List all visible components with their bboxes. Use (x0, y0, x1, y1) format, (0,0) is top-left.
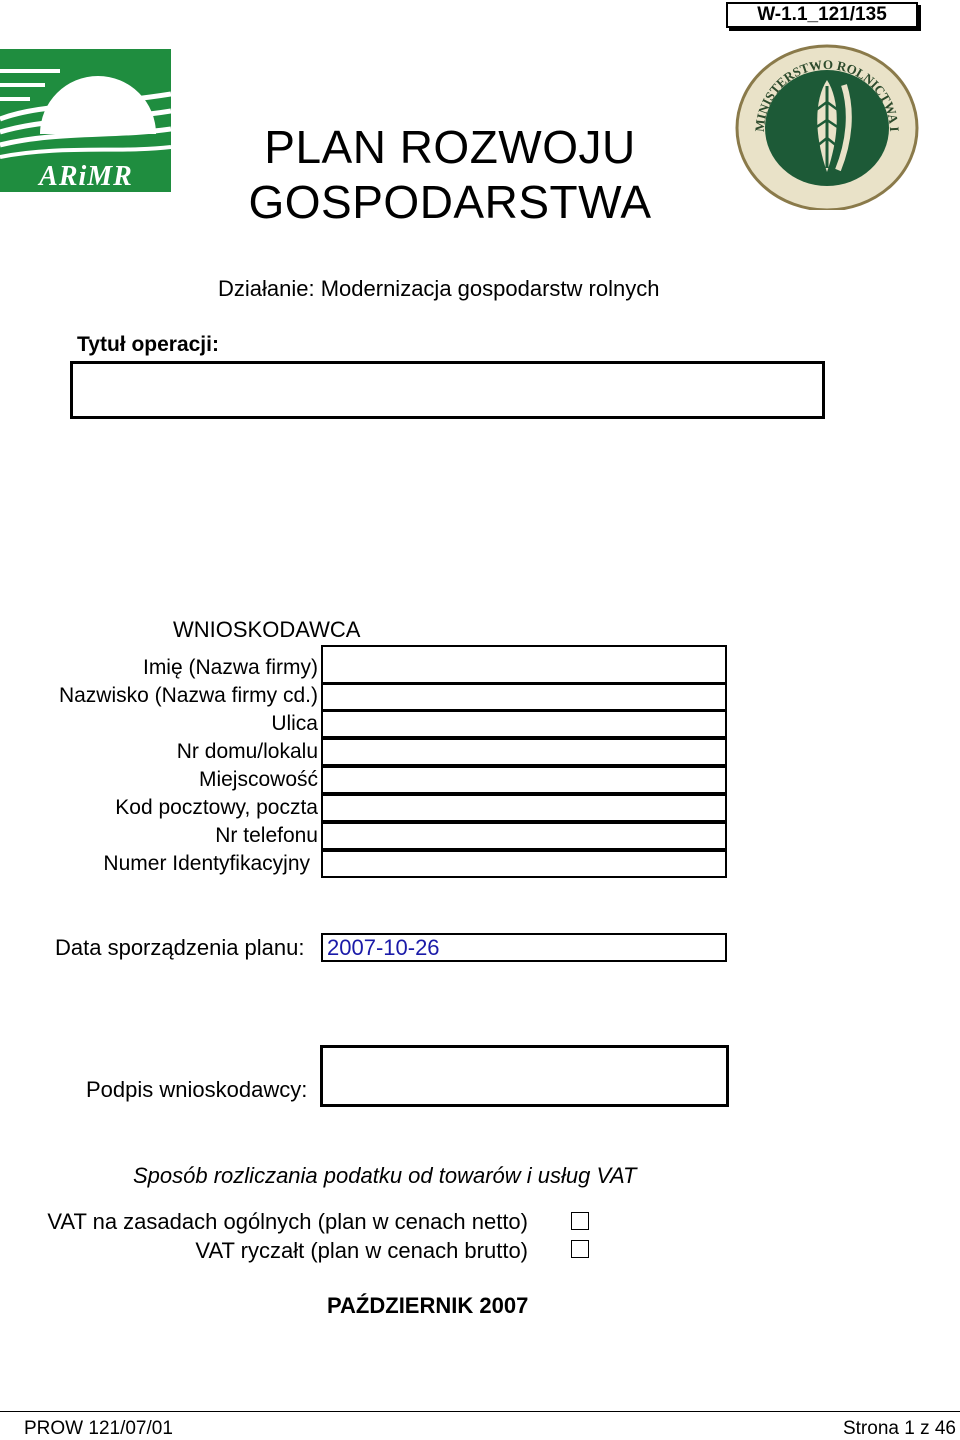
last-name-label: Nazwisko (Nazwa firmy cd.) (58, 684, 318, 707)
first-name-field[interactable] (321, 645, 727, 684)
page-title-line-1: PLAN ROZWOJU (264, 121, 636, 173)
applicant-heading: WNIOSKODAWCA (173, 617, 361, 642)
phone-field[interactable] (321, 822, 727, 850)
phone-label: Nr telefonu (215, 824, 318, 847)
action-description: Działanie: Modernizacja gospodarstw rolnych (218, 276, 660, 301)
vat-flat-rate-label: VAT ryczałt (plan w cenach brutto) (195, 1238, 528, 1263)
svg-text:ARiMR: ARiMR (39, 161, 133, 192)
city-label: Miejscowość (198, 768, 318, 791)
vat-general-checkbox[interactable] (571, 1212, 589, 1230)
vat-flat-rate-checkbox[interactable] (571, 1240, 589, 1258)
vat-general-label: VAT na zasadach ogólnych (plan w cenach netto) (47, 1209, 528, 1234)
street-label: Ulica (271, 712, 318, 735)
footer-page-number: Strona 1 z 46 (842, 1418, 956, 1439)
plan-date-label: Data sporządzenia planu: (55, 935, 305, 960)
plan-date-field[interactable]: 2007-10-26 (321, 933, 727, 962)
house-number-field[interactable] (321, 738, 727, 766)
signature-label: Podpis wnioskodawcy: (86, 1077, 308, 1102)
first-name-label: Imię (Nazwa firmy) (142, 656, 318, 679)
street-field[interactable] (321, 710, 727, 738)
id-number-field[interactable] (321, 850, 727, 878)
postal-code-label: Kod pocztowy, poczta (115, 796, 318, 819)
footer-divider (0, 1411, 960, 1412)
city-field[interactable] (321, 766, 727, 794)
postal-code-field[interactable] (321, 794, 727, 822)
vat-heading: Sposób rozliczania podatku od towarów i usług VAT (133, 1163, 637, 1188)
house-number-label: Nr domu/lokalu (176, 740, 318, 763)
last-name-field[interactable] (321, 683, 727, 711)
id-number-label: Numer Identyfikacyjny (103, 852, 310, 875)
operation-title-field[interactable] (70, 361, 825, 419)
signature-field[interactable] (320, 1045, 729, 1107)
document-month: PAŹDZIERNIK 2007 (327, 1293, 529, 1318)
operation-title-label: Tytuł operacji: (77, 333, 219, 356)
svg-text:MINISTERSTWO ROLNICTWA I ROZWO: MINISTERSTWO ROLNICTWA I (751, 56, 903, 133)
page-title-line-2: GOSPODARSTWA (248, 176, 652, 228)
footer-program-code: PROW 121/07/01 (24, 1418, 173, 1439)
form-code-label: W-1.1_121/135 (726, 2, 918, 28)
